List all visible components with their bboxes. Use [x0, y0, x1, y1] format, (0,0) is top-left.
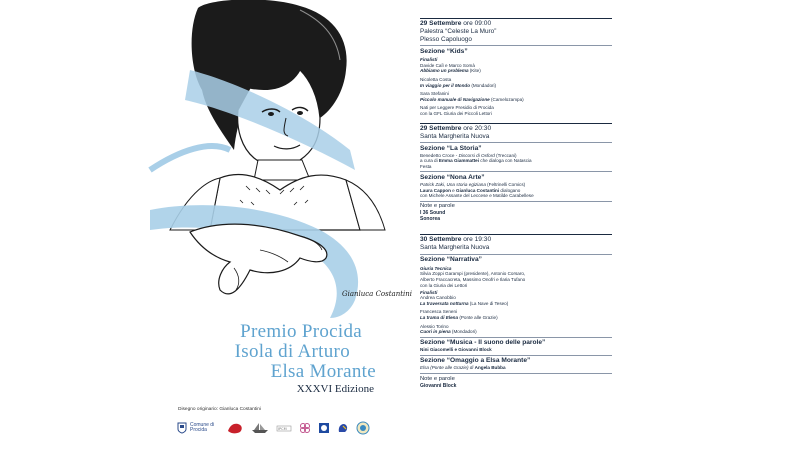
divider	[420, 337, 612, 338]
boat-logo-icon	[250, 422, 270, 434]
event-program	[420, 18, 612, 389]
event-block	[420, 18, 612, 117]
event-venue: Santa Margherita Nuova	[420, 244, 490, 252]
list-item: Nini Giacomelli e Giovanni Block	[420, 347, 492, 353]
list-item: Nicoletta Costa	[420, 76, 452, 82]
list-item: Elsa (Ponte alle Grazie) di Angela Bubba	[420, 365, 506, 371]
event-block	[420, 234, 612, 388]
divider	[420, 123, 612, 124]
prize-title	[150, 322, 390, 396]
music-note-title: Note e parole	[420, 203, 455, 210]
music-note-title: Note e parole	[420, 375, 455, 382]
music-performer: Giovanni Block	[420, 382, 457, 389]
section-title: Sezione “Musica - Il suono delle parole”	[420, 339, 546, 347]
circular-seal-icon	[356, 421, 370, 435]
region-map-icon	[226, 421, 244, 435]
music-performer: Sonorea	[420, 216, 441, 223]
poster	[150, 0, 612, 450]
list-item: Alessio Torino	[420, 323, 449, 329]
section-title: Sezione “Nona Arte”	[420, 173, 485, 181]
list-item: La traversata notturna (La Nave di Teseo)	[420, 300, 509, 306]
title-line-3: Elsa Morante	[270, 361, 376, 382]
list-item: Festa	[420, 163, 432, 169]
list-item: Benedetto Croce - Discorsi di Oxford (Treccani)	[420, 152, 517, 158]
divider	[420, 171, 612, 172]
list-item: La trama di Elena (Ponte alle Grazie)	[420, 315, 498, 321]
event-venue: Santa Margherita Nuova	[420, 132, 490, 140]
title-line-1: Premio Procida	[240, 321, 362, 342]
event-block	[420, 123, 612, 223]
institution-logo-icon	[276, 423, 292, 433]
portrait-illustration	[150, 0, 413, 320]
svg-text:IPCM: IPCM	[278, 427, 287, 431]
subsection-title: Finalisti	[420, 289, 438, 295]
title-line-2: Isola di Arturo	[234, 341, 350, 362]
comune-logo	[176, 422, 220, 434]
subsection-title: Finalisti	[420, 57, 438, 63]
event-date: 29 Settembre ore 09:00	[420, 20, 492, 27]
subsection-title: Giuria Tecnica	[420, 265, 452, 271]
list-item: Abbiamo un problema (Kite)	[420, 68, 481, 74]
section-title: Sezione “Kids”	[420, 47, 468, 55]
list-item: a cura di Emma Giammattei che dialoga con Natascia	[420, 158, 532, 164]
list-item: con Michele Assante del Leccese e Matilde Carabellese	[420, 193, 534, 199]
list-item: Davide Calì e Marco Somà	[420, 62, 475, 68]
event-note: Nati per Leggere Presidio di Procida	[420, 105, 494, 111]
section-title: Sezione “Omaggio a Elsa Morante”	[420, 357, 531, 365]
music-performer: I 36 Sound	[420, 210, 446, 217]
list-item: con la Giuria dei Lettori	[420, 282, 468, 288]
regional-logo-icon	[336, 422, 350, 434]
event-date: 30 Settembre ore 19:30	[420, 236, 492, 244]
svg-text:Gianluca Costantini: Gianluca Costantini	[342, 290, 413, 298]
coat-of-arms-icon	[176, 422, 188, 434]
list-item: Francesca Seneni	[420, 309, 458, 315]
edition-label: XXXVI Edizione	[296, 383, 374, 395]
section-title: Sezione “La Storia”	[420, 144, 482, 152]
divider	[420, 234, 612, 235]
list-item: Laura Cappon e Gianluca Costantini dialogano	[420, 187, 521, 193]
divider	[420, 142, 612, 143]
event-venue: Palestra “Celeste La Muro”	[420, 28, 497, 35]
list-item: Sara Stefanini	[420, 91, 449, 97]
divider	[420, 45, 612, 46]
event-date: 29 Settembre ore 20:30	[420, 124, 492, 132]
flower-logo-icon	[298, 421, 312, 435]
divider	[420, 373, 612, 374]
list-item: In viaggio per il Mondo (Mondadori)	[420, 82, 497, 88]
divider	[420, 254, 612, 255]
list-item: Patrick Zaki, Una storia egiziana (Feltrinelli Comics)	[420, 181, 526, 187]
drawing-credit: Disegno originario: Gianluca Costantini	[178, 407, 261, 412]
divider	[420, 18, 612, 19]
divider	[420, 355, 612, 356]
section-title: Sezione “Narrativa”	[420, 256, 482, 264]
list-item: Andrea Canobbio	[420, 295, 456, 301]
list-item: Silvia Zoppi Garampi (presidente), Antonio Corsaro,	[420, 271, 526, 277]
republic-emblem-icon	[318, 422, 330, 434]
list-item: Cuori in piena (Mondadori)	[420, 329, 477, 335]
sponsor-logos	[176, 418, 388, 438]
event-venue-detail: Plesso Capoluogo	[420, 35, 472, 43]
list-item: Piccolo manuale di Navigazione (Camelozampa)	[420, 96, 524, 102]
divider	[420, 201, 612, 202]
comune-logo-text: Comune di Procida	[190, 421, 215, 433]
event-note: con la GFL Giuria dei Piccoli Lettori	[420, 110, 492, 116]
list-item: Alberto Fraccacreta, Massimo Onofri e Ilaria Tufano	[420, 276, 526, 282]
